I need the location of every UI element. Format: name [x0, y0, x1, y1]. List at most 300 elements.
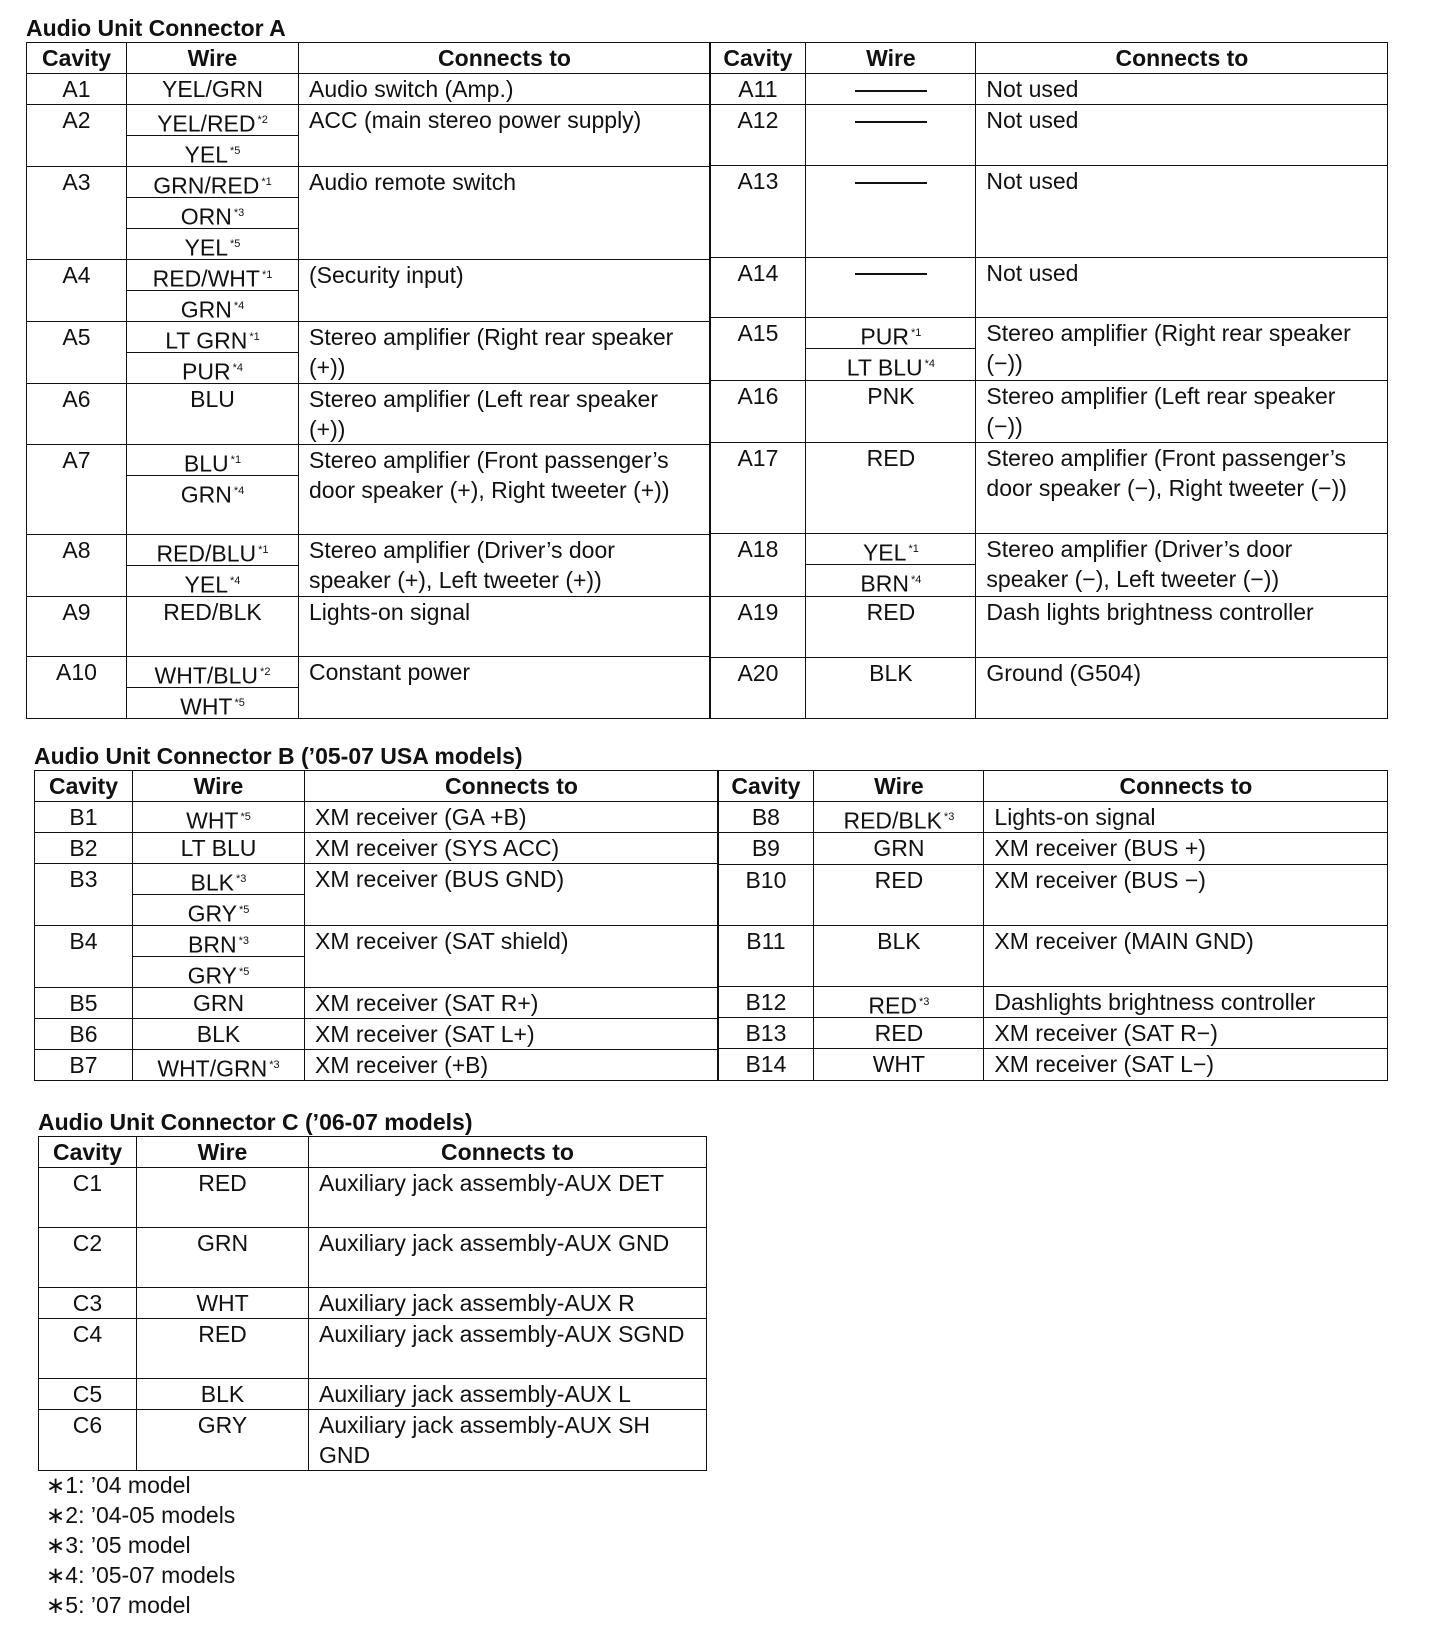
- wire-label: BLK: [869, 660, 913, 687]
- wire-color: [127, 476, 298, 506]
- connector-c-table: [38, 1136, 707, 1471]
- cavity-cell: A10: [27, 657, 127, 719]
- wire-cell: [814, 1018, 984, 1049]
- wire-cell: [133, 926, 305, 988]
- cavity-cell: B1: [35, 802, 133, 833]
- wire-color: [127, 105, 298, 136]
- wire-label: BLK: [196, 1021, 241, 1047]
- table-row: [27, 597, 711, 657]
- wire-label: RED: [868, 992, 917, 1019]
- connects-to-cell: [305, 926, 719, 988]
- footnote-3: ∗3: ’05 model: [46, 1532, 191, 1558]
- header-connects-to: Connects to: [976, 43, 1388, 74]
- wire-color: [133, 988, 304, 1018]
- connects-to-text: Stereo amplifier (Left rear speaker (+)): [309, 386, 658, 442]
- wire-color: [806, 381, 975, 411]
- footnote-marker: *1: [249, 331, 260, 343]
- wire-label: GRN: [180, 296, 232, 323]
- connects-to-text: Lights-on signal: [994, 804, 1156, 830]
- table-row: [710, 597, 1388, 658]
- connects-to-cell: [305, 1050, 719, 1081]
- cavity-cell: A19: [710, 597, 806, 658]
- connector-b-table-left: [34, 770, 719, 1081]
- cavity-cell: B5: [35, 988, 133, 1019]
- wire-cell: [133, 864, 305, 926]
- wire-color: [127, 229, 298, 259]
- table-row: [39, 1228, 707, 1288]
- footnote-marker: *5: [239, 966, 250, 978]
- table-row: [710, 318, 1388, 381]
- wire-label: RED/BLK: [843, 807, 942, 834]
- connects-to-text: Ground (G504): [986, 660, 1142, 687]
- wire-label: YEL: [184, 234, 229, 261]
- wire-color: [806, 597, 975, 627]
- cavity-cell: B3: [35, 864, 133, 926]
- table-row: [39, 1319, 707, 1379]
- table-row: [710, 534, 1388, 597]
- connects-to-text: XM receiver (SAT R−): [994, 1020, 1218, 1047]
- connects-to-cell: [976, 534, 1388, 597]
- connects-to-cell: [976, 166, 1388, 257]
- header-connects-to: Connects to: [305, 771, 719, 802]
- header-wire: Wire: [133, 771, 305, 802]
- wire-label: GRY: [197, 1412, 248, 1438]
- wire-label: RED: [866, 599, 916, 626]
- wire-cell: [806, 166, 976, 257]
- table-row: [718, 864, 1388, 925]
- table-row: [35, 988, 719, 1019]
- wire-cell: [806, 74, 976, 105]
- table-row: [39, 1168, 707, 1228]
- table-row: [35, 1019, 719, 1050]
- wire-color: [127, 291, 298, 321]
- wire-label: RED/BLK: [163, 599, 262, 625]
- footnote-marker: *4: [924, 358, 936, 371]
- wire-cell: [127, 105, 299, 167]
- wire-label: BLU: [183, 450, 229, 477]
- connects-to-cell: [984, 833, 1388, 864]
- cavity-cell: A6: [27, 384, 127, 445]
- footnote-marker: *5: [230, 145, 241, 157]
- table-row: [27, 322, 711, 384]
- header-cavity: Cavity: [35, 771, 133, 802]
- wire-color: [133, 1019, 304, 1049]
- footnote-marker: *4: [910, 574, 922, 587]
- footnote-marker: *3: [238, 935, 249, 947]
- wire-color: [814, 833, 983, 863]
- connects-to-cell: [976, 257, 1388, 318]
- wire-cell: [133, 833, 305, 864]
- table-row: [35, 926, 719, 988]
- connects-to-text: ACC (main stereo power supply): [309, 107, 642, 133]
- connects-to-cell: [976, 74, 1388, 105]
- wire-label: BLK: [190, 869, 235, 896]
- cavity-cell: A12: [710, 105, 806, 166]
- wire-color: [806, 318, 975, 349]
- footnote-marker: *1: [908, 543, 919, 556]
- wire-cell: [814, 802, 984, 833]
- connects-to-text: Dashlights brightness controller: [994, 988, 1316, 1015]
- connects-to-text: Stereo amplifier (Driver’s door speaker (+), Left tweeter (+)): [309, 537, 615, 593]
- wire-label: PUR: [182, 358, 231, 385]
- table-row: [718, 833, 1388, 864]
- wire-color: [127, 136, 298, 166]
- wire-color: [137, 1228, 308, 1258]
- connects-to-text: Auxiliary jack assembly-AUX DET: [319, 1170, 665, 1196]
- cavity-cell: A17: [710, 443, 806, 534]
- wire-color: [806, 349, 975, 382]
- connects-to-cell: [299, 260, 711, 322]
- cavity-cell: B9: [718, 833, 814, 864]
- connects-to-text: XM receiver (GA +B): [315, 804, 527, 830]
- wire-color: [806, 658, 975, 688]
- cavity-cell: A20: [710, 658, 806, 719]
- not-used-dash: [855, 182, 927, 184]
- wire-cell: [137, 1319, 309, 1379]
- wire-color: [133, 1050, 304, 1080]
- wire-color: [133, 957, 304, 987]
- table-row: [718, 802, 1388, 833]
- wire-label: GRY: [187, 900, 238, 927]
- cavity-cell: B13: [718, 1018, 814, 1049]
- connector-b-section: [34, 742, 1388, 1081]
- connects-to-cell: [984, 986, 1388, 1017]
- wire-label: LT GRN: [165, 327, 248, 354]
- wire-cell: [133, 1050, 305, 1081]
- not-used-dash: [855, 90, 927, 92]
- wire-color: [133, 926, 304, 957]
- wire-color: [806, 74, 975, 104]
- header-wire: Wire: [137, 1137, 309, 1168]
- wire-cell: [814, 925, 984, 986]
- footnote-marker: *2: [260, 666, 271, 678]
- wire-cell: [806, 597, 976, 658]
- cavity-cell: A14: [710, 257, 806, 318]
- cavity-cell: C4: [39, 1319, 137, 1379]
- wire-label: GRY: [187, 962, 238, 989]
- wire-label: WHT/BLU: [154, 662, 259, 689]
- wire-cell: [133, 988, 305, 1019]
- connects-to-cell: [299, 657, 711, 719]
- table-row: [710, 105, 1388, 166]
- footnote-marker: *5: [240, 811, 251, 823]
- cavity-cell: A1: [27, 74, 127, 105]
- connects-to-text: Stereo amplifier (Front passenger’s door speaker (+), Right tweeter (+)): [309, 447, 670, 503]
- table-row: [27, 535, 711, 597]
- wire-label: BRN: [188, 931, 237, 958]
- wire-cell: [806, 257, 976, 318]
- cavity-cell: B11: [718, 925, 814, 986]
- cavity-cell: B10: [718, 864, 814, 925]
- connects-to-cell: [976, 318, 1388, 381]
- wire-label: YEL/RED: [157, 110, 256, 137]
- header-wire: Wire: [127, 43, 299, 74]
- footnote-marker: *2: [257, 114, 268, 126]
- wire-label: RED: [874, 1020, 924, 1047]
- table-row: [718, 1018, 1388, 1049]
- connects-to-text: Stereo amplifier (Right rear speaker (+)): [309, 324, 674, 380]
- cavity-cell: C3: [39, 1288, 137, 1319]
- wire-label: WHT: [186, 807, 239, 834]
- footnote-marker: *4: [233, 485, 245, 497]
- header-cavity: Cavity: [39, 1137, 137, 1168]
- connects-to-text: Audio remote switch: [309, 169, 517, 195]
- table-row: [718, 925, 1388, 986]
- connects-to-cell: [299, 384, 711, 445]
- footnote-5: ∗5: ’07 model: [46, 1592, 191, 1618]
- wire-color: [127, 74, 298, 104]
- wire-label: RED: [874, 866, 924, 893]
- connects-to-cell: [984, 802, 1388, 833]
- wire-label: YEL/GRN: [162, 76, 263, 102]
- wire-color: [806, 105, 975, 135]
- wire-color: [814, 865, 983, 895]
- connects-to-text: Auxiliary jack assembly-AUX SH GND: [319, 1412, 651, 1468]
- cavity-cell: C5: [39, 1379, 137, 1410]
- header-wire: Wire: [814, 771, 984, 802]
- connects-to-text: XM receiver (BUS −): [994, 866, 1206, 893]
- connects-to-text: XM receiver (SAT L−): [994, 1051, 1215, 1078]
- connects-to-text: Auxiliary jack assembly-AUX GND: [319, 1230, 670, 1256]
- cavity-cell: A2: [27, 105, 127, 167]
- wire-color: [806, 166, 975, 196]
- wire-color: [806, 565, 975, 598]
- wire-color: [133, 895, 304, 925]
- table-row: [718, 1049, 1388, 1081]
- table-row: [35, 802, 719, 833]
- cavity-cell: C2: [39, 1228, 137, 1288]
- connects-to-text: Audio switch (Amp.): [309, 76, 514, 102]
- table-row: [27, 105, 711, 167]
- wire-color: [133, 833, 304, 863]
- wire-cell: [814, 1049, 984, 1081]
- wire-cell: [133, 1019, 305, 1050]
- table-row: [710, 658, 1388, 719]
- wire-color: [814, 802, 983, 832]
- connects-to-text: Auxiliary jack assembly-AUX L: [319, 1381, 631, 1407]
- header-cavity: Cavity: [27, 43, 127, 74]
- cavity-cell: A3: [27, 167, 127, 260]
- wire-cell: [127, 322, 299, 384]
- wire-color: [127, 260, 298, 291]
- header-cavity: Cavity: [718, 771, 814, 802]
- cavity-cell: C1: [39, 1168, 137, 1228]
- connects-to-text: Constant power: [309, 659, 471, 685]
- not-used-dash: [855, 273, 927, 275]
- footnote-4: ∗4: ’05-07 models: [46, 1562, 236, 1588]
- connects-to-cell: [299, 167, 711, 260]
- connects-to-text: XM receiver (SAT L+): [315, 1021, 535, 1047]
- wire-label: BRN: [860, 571, 909, 598]
- connects-to-text: XM receiver (BUS GND): [315, 866, 565, 892]
- wire-color: [814, 987, 983, 1017]
- wire-cell: [127, 260, 299, 322]
- wire-label: BLK: [200, 1381, 245, 1407]
- wire-color: [814, 1018, 983, 1048]
- connects-to-text: Stereo amplifier (Left rear speaker (−)): [986, 383, 1336, 440]
- wire-label: WHT: [196, 1290, 249, 1316]
- wire-cell: [806, 318, 976, 381]
- wire-color: [137, 1319, 308, 1349]
- footnote-marker: *1: [261, 269, 273, 281]
- footnote-marker: *3: [236, 873, 247, 885]
- connector-c-title: Audio Unit Connector C (’06-07 models): [38, 1109, 473, 1135]
- connects-to-text: XM receiver (BUS +): [994, 835, 1206, 862]
- cavity-cell: B14: [718, 1049, 814, 1081]
- table-row: [27, 384, 711, 445]
- wire-label: GRN: [873, 835, 925, 862]
- wire-color: [127, 167, 298, 198]
- wire-cell: [137, 1228, 309, 1288]
- cavity-cell: A11: [710, 74, 806, 105]
- footnote-1: ∗1: ’04 model: [46, 1472, 191, 1498]
- connector-b-table-right: [717, 770, 1388, 1081]
- wire-color: [806, 534, 975, 565]
- footnote-marker: *3: [269, 1059, 280, 1071]
- wire-label: RED/WHT: [152, 265, 260, 292]
- wire-cell: [137, 1379, 309, 1410]
- wire-color: [137, 1379, 308, 1409]
- cavity-cell: C6: [39, 1410, 137, 1471]
- table-row: [39, 1288, 707, 1319]
- wire-color: [127, 445, 298, 476]
- wire-color: [127, 535, 298, 566]
- header-cavity: Cavity: [710, 43, 806, 74]
- connects-to-text: Auxiliary jack assembly-AUX SGND: [319, 1321, 685, 1347]
- connects-to-cell: [305, 1019, 719, 1050]
- table-row: [35, 833, 719, 864]
- wire-cell: [806, 105, 976, 166]
- wire-label: BLU: [190, 386, 235, 412]
- wire-cell: [127, 74, 299, 105]
- wire-label: GRN/RED: [153, 172, 260, 199]
- wire-color: [806, 258, 975, 288]
- connects-to-text: XM receiver (SYS ACC): [315, 835, 560, 861]
- connects-to-text: XM receiver (SAT shield): [315, 928, 569, 954]
- connects-to-cell: [976, 658, 1388, 719]
- wire-label: PNK: [867, 383, 915, 410]
- cavity-cell: A16: [710, 381, 806, 443]
- connects-to-cell: [305, 802, 719, 833]
- footnote-marker: *4: [233, 300, 245, 312]
- table-row: [27, 167, 711, 260]
- footnote-marker: *1: [258, 544, 269, 556]
- table-row: [39, 1379, 707, 1410]
- footnote-2: ∗2: ’04-05 models: [46, 1502, 236, 1528]
- wire-label: RED: [198, 1321, 247, 1347]
- wire-label: WHT: [872, 1051, 926, 1078]
- table-row: [710, 74, 1388, 105]
- wire-cell: [137, 1288, 309, 1319]
- table-row: [27, 445, 711, 535]
- wire-cell: [814, 833, 984, 864]
- wire-color: [127, 688, 298, 718]
- connects-to-cell: [309, 1288, 707, 1319]
- cavity-cell: A8: [27, 535, 127, 597]
- wire-color: [814, 1049, 983, 1079]
- connects-to-cell: [976, 597, 1388, 658]
- wire-color: [127, 597, 298, 627]
- cavity-cell: B6: [35, 1019, 133, 1050]
- wire-color: [137, 1288, 308, 1318]
- table-row: [35, 864, 719, 926]
- wire-cell: [806, 534, 976, 597]
- header-wire: Wire: [806, 43, 976, 74]
- connects-to-cell: [984, 1018, 1388, 1049]
- connector-a-title: Audio Unit Connector A: [26, 15, 286, 41]
- wire-cell: [127, 384, 299, 445]
- wire-label: RED: [198, 1170, 247, 1196]
- wire-label: LT BLU: [846, 355, 923, 382]
- connects-to-text: XM receiver (SAT R+): [315, 990, 539, 1016]
- connects-to-cell: [976, 105, 1388, 166]
- cavity-cell: A5: [27, 322, 127, 384]
- connects-to-text: Not used: [986, 107, 1079, 134]
- wire-color: [814, 926, 983, 956]
- connects-to-text: Not used: [986, 168, 1079, 195]
- footnote-marker: *4: [230, 575, 241, 587]
- cavity-cell: A13: [710, 166, 806, 257]
- header-connects-to: Connects to: [984, 771, 1388, 802]
- connects-to-cell: [299, 535, 711, 597]
- connects-to-cell: [305, 833, 719, 864]
- wire-cell: [127, 597, 299, 657]
- connects-to-text: Stereo amplifier (Right rear speaker (−)): [986, 320, 1351, 377]
- connects-to-text: Lights-on signal: [309, 599, 471, 625]
- cavity-cell: A9: [27, 597, 127, 657]
- connects-to-cell: [309, 1379, 707, 1410]
- table-row: [710, 381, 1388, 443]
- connects-to-text: Stereo amplifier (Front passenger’s door speaker (−), Right tweeter (−)): [986, 445, 1347, 502]
- cavity-cell: A15: [710, 318, 806, 381]
- footnote-marker: *5: [234, 697, 245, 709]
- footnote-marker: *3: [233, 207, 245, 219]
- connector-a-section: [26, 14, 1388, 719]
- wire-label: YEL: [184, 141, 229, 168]
- wire-label: ORN: [180, 203, 232, 230]
- wire-cell: [806, 658, 976, 719]
- connects-to-text: Stereo amplifier (Driver’s door speaker (−), Left tweeter (−)): [986, 536, 1293, 593]
- connects-to-text: Auxiliary jack assembly-AUX R: [319, 1290, 635, 1316]
- wire-cell: [127, 657, 299, 719]
- wire-label: YEL: [862, 540, 907, 567]
- table-row: [35, 1050, 719, 1081]
- wire-label: YEL: [184, 571, 229, 598]
- connects-to-cell: [309, 1168, 707, 1228]
- table-row: [718, 986, 1388, 1017]
- wire-color: [127, 198, 298, 229]
- footnote-marker: *3: [943, 811, 955, 823]
- cavity-cell: A4: [27, 260, 127, 322]
- table-row: [27, 657, 711, 719]
- wire-color: [127, 566, 298, 596]
- footnote-marker: *5: [230, 238, 241, 250]
- wire-label: RED: [866, 445, 916, 472]
- cavity-cell: B12: [718, 986, 814, 1017]
- cavity-cell: B2: [35, 833, 133, 864]
- wire-label: BLK: [877, 927, 921, 954]
- wire-cell: [127, 535, 299, 597]
- connects-to-text: XM receiver (MAIN GND): [994, 927, 1254, 954]
- wire-color: [137, 1410, 308, 1440]
- wire-cell: [814, 986, 984, 1017]
- connects-to-text: Not used: [986, 259, 1079, 286]
- wire-label: GRN: [180, 481, 232, 508]
- connector-a-table-left: [26, 42, 711, 719]
- table-row: [710, 443, 1388, 534]
- connects-to-cell: [299, 445, 711, 535]
- cavity-cell: B7: [35, 1050, 133, 1081]
